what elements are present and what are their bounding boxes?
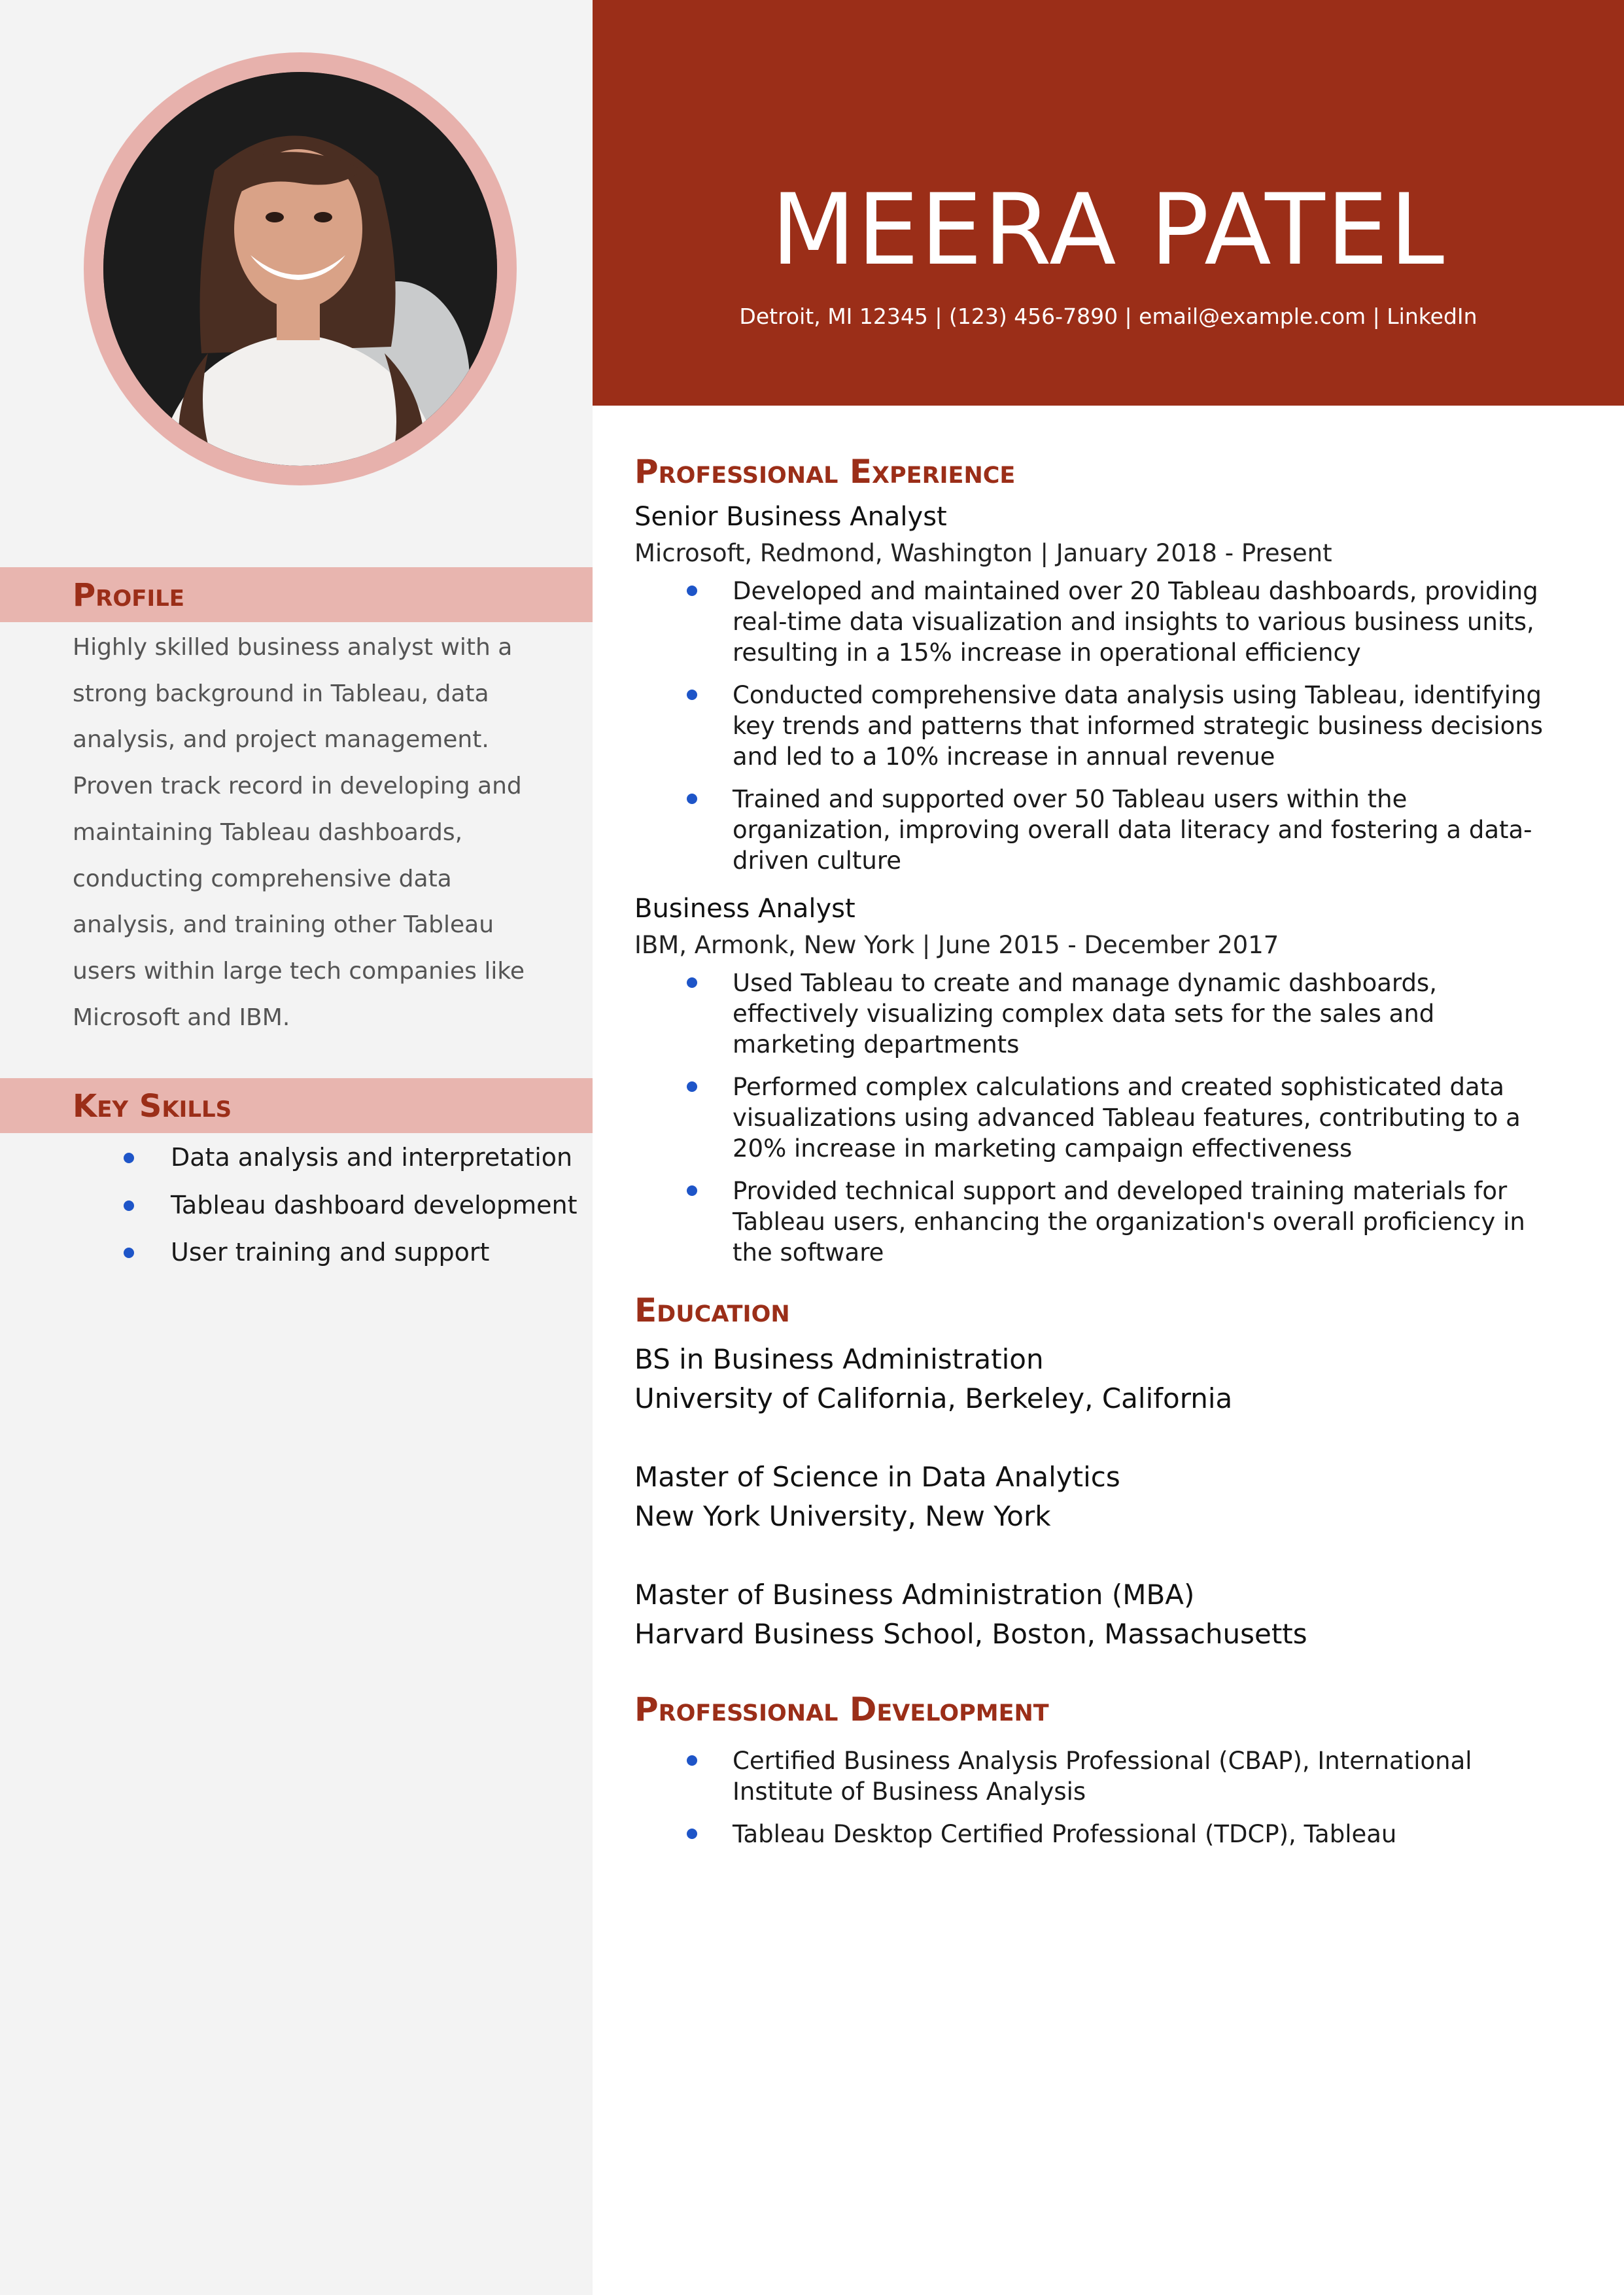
degree: Master of Business Administration (MBA)	[634, 1579, 1195, 1611]
bullet-icon	[124, 1153, 134, 1163]
list-item: Used Tableau to create and manage dynamic dashboards, effectively visualizing complex data sets for the sales and marketing departments	[634, 968, 1563, 1060]
skills-list	[0, 1142, 593, 1284]
list-item: Tableau Desktop Certified Professional (TDCP), Tableau	[634, 1819, 1563, 1849]
bullet-icon	[124, 1200, 134, 1211]
bullet-icon	[687, 1829, 697, 1839]
development-list	[634, 1745, 1563, 1849]
contact-line: Detroit, MI 12345 | (123) 456-7890 | email@example.com | LinkedIn	[739, 304, 1477, 329]
main-content	[634, 449, 1563, 1861]
experience-heading: Professional Experience	[634, 453, 1016, 491]
job-bullets	[634, 968, 1563, 1268]
bullet-icon	[687, 1755, 697, 1766]
list-item: Trained and supported over 50 Tableau users within the organization, improving overall data literacy and fostering a data-driven culture	[634, 784, 1563, 876]
list-item: Performed complex calculations and created sophisticated data visualizations using advanced Tableau features, contributing to a 20% increase in marketing campaign effectiveness	[634, 1072, 1563, 1164]
job-meta: IBM, Armonk, New York | June 2015 - December 2017	[634, 931, 1279, 959]
bullet-icon	[124, 1248, 134, 1258]
skill-item: Data analysis and interpretation	[0, 1142, 593, 1189]
bullet-icon	[687, 586, 697, 596]
skills-heading-band	[0, 1078, 593, 1133]
job-bullets	[634, 576, 1563, 876]
profile-photo-frame	[84, 52, 517, 485]
skill-item: User training and support	[0, 1236, 593, 1284]
degree: Master of Science in Data Analytics	[634, 1461, 1120, 1493]
bullet-icon	[687, 977, 697, 988]
job-entry	[634, 890, 1563, 1268]
job-title: Business Analyst	[634, 894, 855, 924]
bullet-icon	[687, 1081, 697, 1092]
school: New York University, New York	[634, 1500, 1051, 1532]
bullet-icon	[687, 1185, 697, 1196]
profile-heading: Profile	[73, 577, 185, 614]
skill-item: Tableau dashboard development	[0, 1189, 593, 1237]
education-entry	[634, 1458, 1563, 1536]
profile-summary: Highly skilled business analyst with a strong background in Tableau, data analysis, and project management. Proven track record in developing and maintaining Tableau dashboards, conducting comprehensive data analysis, and training other Tableau users within large tech companies like Microsoft and IBM.	[73, 634, 525, 1031]
bullet-icon	[687, 794, 697, 804]
development-heading: Professional Development	[634, 1691, 1049, 1728]
list-item: Provided technical support and developed training materials for Tableau users, enhancing the organization's overall proficiency in the software	[634, 1176, 1563, 1268]
degree: BS in Business Administration	[634, 1343, 1044, 1375]
header-banner	[593, 0, 1624, 406]
job-title: Senior Business Analyst	[634, 502, 947, 532]
skills-heading: Key Skills	[73, 1088, 232, 1125]
bullet-icon	[687, 690, 697, 700]
list-item: Developed and maintained over 20 Tableau dashboards, providing real-time data visualization and insights to various business units, resulting in a 15% increase in operational efficiency	[634, 576, 1563, 668]
education-entry	[634, 1575, 1563, 1654]
education-entry	[634, 1340, 1563, 1418]
person-photo-icon	[103, 72, 497, 466]
profile-heading-band	[0, 567, 593, 622]
education-heading: Education	[634, 1291, 790, 1329]
job-entry	[634, 499, 1563, 876]
job-meta: Microsoft, Redmond, Washington | January 2018 - Present	[634, 539, 1332, 567]
sidebar	[0, 0, 593, 2295]
list-item: Conducted comprehensive data analysis using Tableau, identifying key trends and patterns that informed strategic business decisions and led to a 10% increase in annual revenue	[634, 680, 1563, 772]
candidate-name: MEERA PATEL	[770, 173, 1446, 287]
list-item: Certified Business Analysis Professional (CBAP), International Institute of Business Analysis	[634, 1745, 1563, 1807]
school: University of California, Berkeley, California	[634, 1382, 1233, 1414]
profile-photo	[103, 72, 497, 466]
school: Harvard Business School, Boston, Massachusetts	[634, 1618, 1307, 1650]
